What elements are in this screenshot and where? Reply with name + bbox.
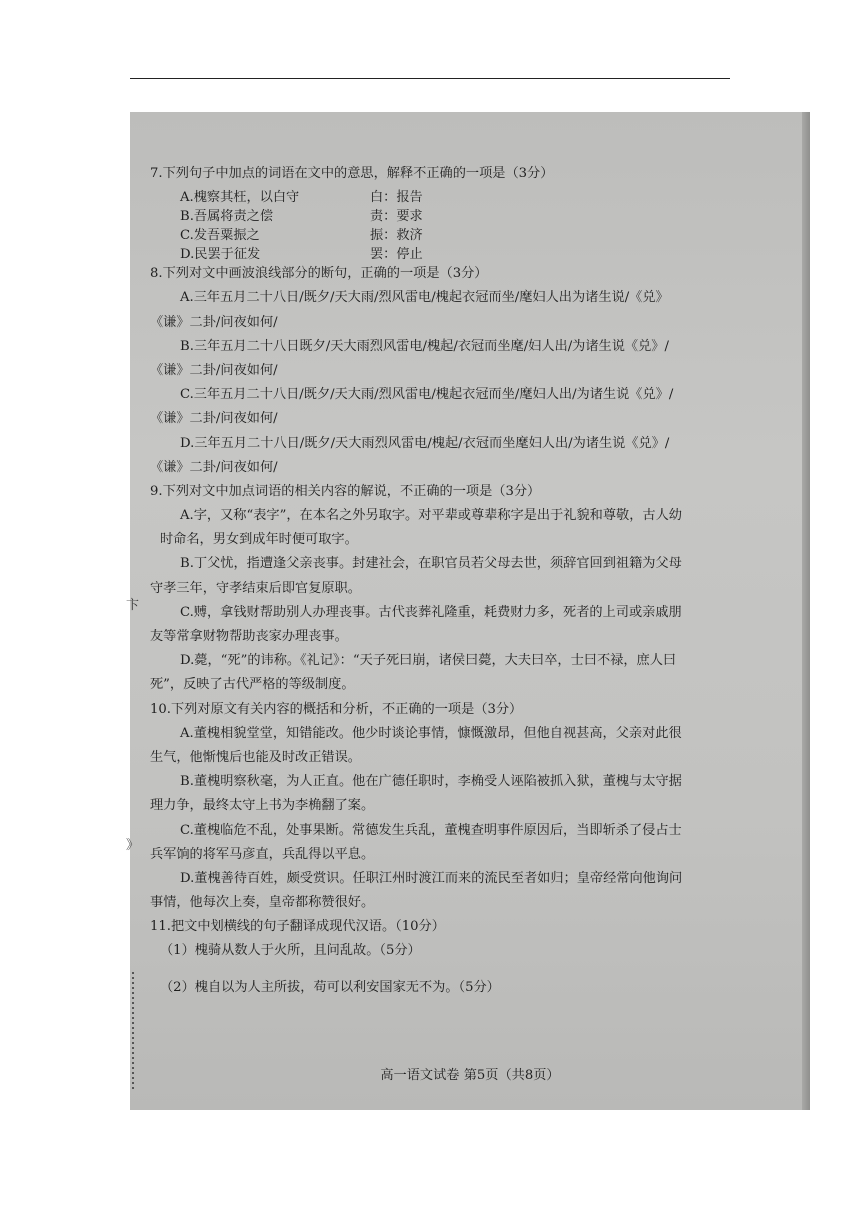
question-8-option-d-line2: 《谦》二卦/问夜如何/ <box>150 459 278 475</box>
question-9-option-b-line2: 守孝三年，守孝结束后即官复原职。 <box>150 580 361 596</box>
question-9-option-c-line1: C.赙，拿钱财帮助别人办理丧事。古代丧葬礼隆重，耗费财力多，死者的上司或亲戚朋 <box>180 604 682 620</box>
option-gloss: 罢：停止 <box>370 247 423 263</box>
question-11-item-2: （2）槐自以为人主所拔，苟可以利安国家无不为。（5分） <box>160 979 500 995</box>
question-8-option-b-line2: 《谦》二卦/问夜如何/ <box>150 362 278 378</box>
question-7-option-c <box>150 224 790 243</box>
question-9-option-a-line1: A.字，又称“表字”，在本名之外另取字。对平辈或尊辈称字是出于礼貌和尊敬，古人幼 <box>180 508 682 524</box>
answer-space <box>150 964 790 976</box>
margin-mark: 》 <box>126 838 140 853</box>
question-7-stem: 7.下列句子中加点的词语在文中的意思，解释不正确的一项是（3分） <box>150 166 554 181</box>
top-rule <box>130 78 730 79</box>
question-10-option-b-line2: 理力争，最终太守上书为李桷翻了案。 <box>150 798 375 814</box>
question-11-item-1: （1）槐骑从数人于火所，且问乱故。（5分） <box>160 943 421 959</box>
option-sentence: C.发吾粟振之 <box>180 228 260 244</box>
question-8-stem: 8.下列对文中画波浪线部分的断句，正确的一项是（3分） <box>150 266 488 282</box>
option-gloss: 白：报告 <box>370 190 423 206</box>
question-10-option-a-line1: A.董槐相貌堂堂，知错能改。他少时谈论事情，慷慨激昂，但他自视甚高，父亲对此很 <box>180 725 682 741</box>
question-8-option-c-line1: C.三年五月二十八日/既夕/天大雨/烈风雷电/槐起衣冠而坐/麾妇人出/为诸生说《兑》/ <box>180 387 674 403</box>
question-9-option-d-line2: 死”，反映了古代严格的等级制度。 <box>150 677 355 693</box>
option-gloss: 责：要求 <box>370 209 423 225</box>
question-10-option-c-line2: 兵军饷的将军马彦直，兵乱得以平息。 <box>150 846 375 862</box>
question-9-stem: 9.下列对文中加点词语的相关内容的解说，不正确的一项是（3分） <box>150 483 541 499</box>
question-8-option-a-line2: 《谦》二卦/问夜如何/ <box>150 314 278 330</box>
question-9-option-d-line1: D.薨，“死”的讳称。《礼记》：“天子死曰崩，诸侯曰薨，大夫曰卒，士曰不禄，庶人曰 <box>180 653 677 669</box>
question-10-option-a-line2: 生气，他惭愧后也能及时改正错误。 <box>150 749 361 765</box>
exam-content <box>150 162 790 1000</box>
option-gloss: 振：救济 <box>370 228 423 244</box>
option-sentence: A.槐察其枉，以白守 <box>180 190 300 206</box>
question-11-stem: 11.把文中划横线的句子翻译成现代汉语。（10分） <box>150 919 445 935</box>
question-9-option-c-line2: 友等常拿财物帮助丧家办理丧事。 <box>150 629 348 644</box>
question-10-option-d-line1: D.董槐善待百姓，颇受赏识。任职江州时渡江而来的流民至者如归；皇帝经常向他询问 <box>180 870 683 886</box>
question-10-option-b-line1: B.董槐明察秋毫，为人正直。他在广德任职时，李桷受人诬陷被抓入狱，董槐与太守据 <box>180 774 682 790</box>
question-9-option-a-line2: 时命名，男女到成年时便可取字。 <box>160 532 358 548</box>
question-8-option-b-line1: B.三年五月二十八日既夕/天大雨烈风雷电/槐起/衣冠而坐麾/妇人出/为诸生说《兑》/ <box>180 338 669 354</box>
margin-mark: 卞 <box>126 598 140 613</box>
question-7-option-b <box>150 205 790 224</box>
question-9-option-b-line1: B.丁父忧，指遭逢父亲丧事。封建社会，在职官员若父母去世，须辞官回到祖籍为父母 <box>180 556 682 572</box>
question-8-option-a-line1: A.三年五月二十八日/既夕/天大雨/烈风雷电/槐起衣冠而坐/麾妇人出为诸生说/《兑》 <box>180 290 669 306</box>
exam-page-photo <box>126 112 810 1110</box>
option-sentence: D.民罢于征发 <box>180 247 261 263</box>
question-7-option-d <box>150 243 790 262</box>
question-10-option-c-line1: C.董槐临危不乱，处事果断。常德发生兵乱，董槐查明事件原因后，当即斩杀了侵占士 <box>180 822 682 838</box>
question-8-option-d-line1: D.三年五月二十八日/既夕/天大雨烈风雷电/槐起/衣冠而坐麾妇人出/为诸生说《兑》/ <box>180 435 670 451</box>
question-10-option-d-line2: 事情，他每次上奏，皇帝都称赞很好。 <box>150 895 375 911</box>
question-7-option-a <box>150 186 790 205</box>
option-sentence: B.吾属将责之偿 <box>180 209 274 225</box>
question-8-option-c-line2: 《谦》二卦/问夜如何/ <box>150 411 278 427</box>
question-10-stem: 10.下列对原文有关内容的概括和分析，不正确的一项是（3分） <box>150 701 523 717</box>
page-footer: 高一语文试卷 第5页（共8页） <box>380 1068 560 1083</box>
